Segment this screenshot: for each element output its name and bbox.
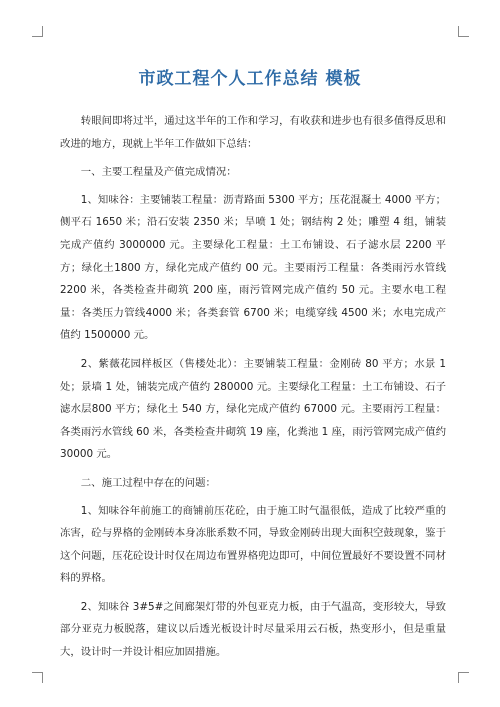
document-body (60, 110, 446, 670)
intro-paragraph: 转眼间即将过半，通过这半年的工作和学习，有收获和进步也有很多值得反思和改进的地方，现就上半年工作做如下总结： (60, 115, 446, 150)
paragraph-problem-2: 2、知味谷 3#5#之间廊架灯带的外包亚克力板，由于气温高，变形较大，导致部分亚克力板脱落，建议以后透光板设计时尽量采用云石板，热变形小，但是重量大，设计时一并设计相应加固措施。 (60, 600, 446, 659)
section-heading-quantities: 一、主要工程量及产值完成情况： (80, 166, 237, 179)
page-corner-mark-bottom-right (458, 672, 469, 683)
page-title: 市政工程个人工作总结 模板 (138, 69, 362, 89)
paragraph-ziweihuayuan-quantities: 2、紫薇花园样板区（售楼处北）：主要铺装工程量：金刚砖 80 平方；水景 1 处；景墙 1 处，铺装完成产值约 280000 元。主要绿化工程量：土工布铺设、石子滤水层800 平方；绿化土 540 方，绿化完成产值约 67000 元。主要雨污工程量：各类雨污水管线 60 米，各类检查井砌筑 19 座，化粪池 1 座，雨污管网完成产值约 30000 元。 (60, 357, 446, 461)
paragraph-problem-1: 1、知味谷年前施工的商铺前压花砼，由于施工时气温很低，造成了比较严重的冻害，砼与界格的金刚砖本身冻胀系数不同，导致金刚砖出现大面积空鼓现象，鉴于这个问题，压花砼设计时仅在周边布置界格兜边即可，中间位置最好不要设置不同材料的界格。 (60, 504, 446, 585)
page-corner-mark-top-right (458, 26, 469, 37)
page-corner-mark-bottom-left (32, 672, 43, 683)
section-heading-problems: 二、施工过程中存在的问题： (80, 476, 216, 489)
page-corner-mark-top-left (32, 26, 43, 37)
paragraph-zhiweigu-quantities: 1、知味谷：主要铺装工程量：沥青路面 5300 平方；压花混凝土 4000 平方；侧平石 1650 米；沿石安装 2350 米；旱喷 1 处；钢结构 2 处；雕塑 4 组，铺装完成产值约 3000000 元。主要绿化工程量：土工布铺设、石子滤水层 2200 平方；绿化土1800 方，绿化完成产值约 00 元。主要雨污工程量：各类雨污水管线 2200 米，各类检查井砌筑 200 座，雨污管网完成产值约 50 元。主要水电工程量：各类压力管线4000 米；各类套管 6700 米；电缆穿线 4500 米；水电完成产值约 1500000 元。 (60, 193, 446, 342)
